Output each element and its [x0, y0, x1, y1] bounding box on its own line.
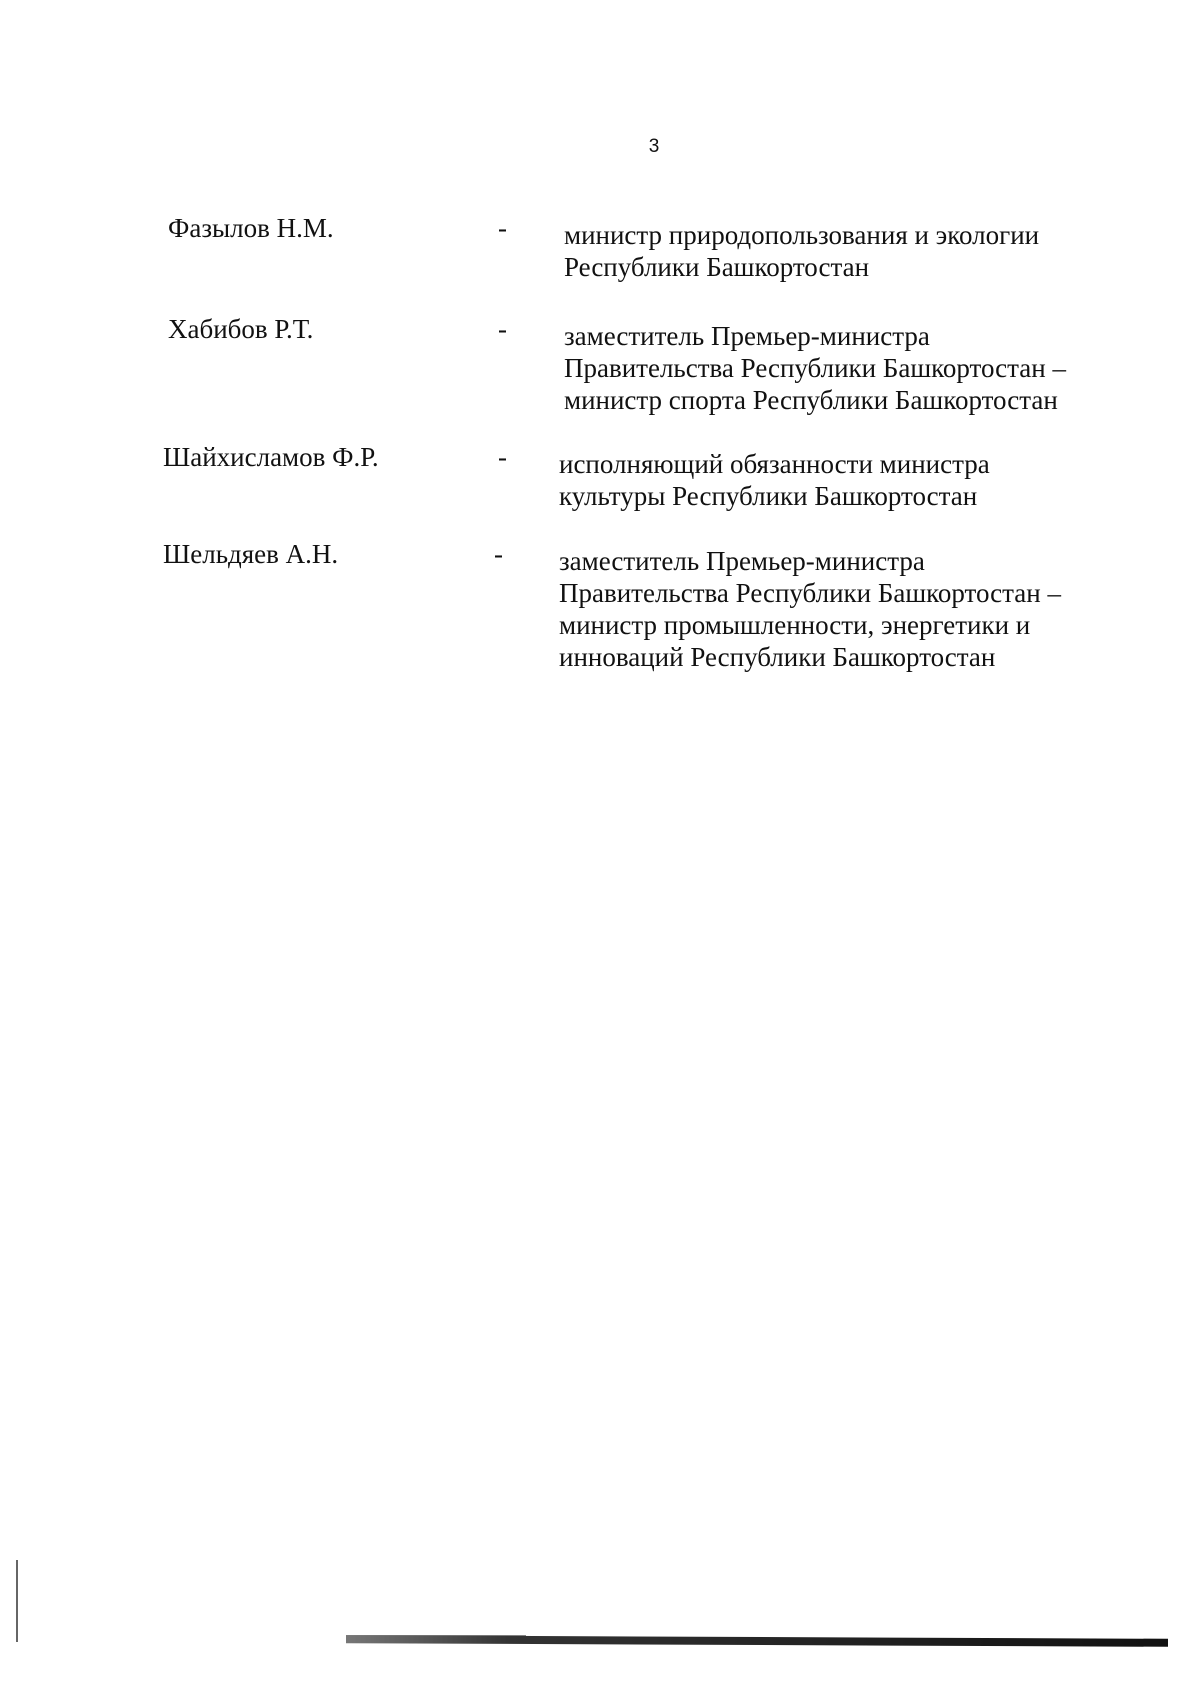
position-line: министр спорта Республики Башкортостан	[564, 385, 1058, 415]
person-name: Шельдяев А.Н.	[163, 539, 339, 569]
position-line: заместитель Премьер-министра	[564, 321, 930, 351]
person-name: Хабибов Р.Т.	[168, 314, 314, 344]
position-line: Правительства Республики Башкортостан –	[564, 353, 1066, 383]
separator-dash: -	[498, 442, 507, 472]
separator-dash: -	[498, 213, 507, 243]
position-line: инноваций Республики Башкортостан	[559, 642, 996, 672]
position-line: Правительства Республики Башкортостан –	[559, 578, 1061, 608]
separator-dash: -	[498, 314, 507, 344]
person-name: Фазылов Н.М.	[168, 213, 334, 243]
position-line: Республики Башкортостан	[564, 252, 870, 282]
position-line: культуры Республики Башкортостан	[559, 481, 978, 511]
position-description	[559, 448, 1159, 512]
scan-artifact-line	[16, 1560, 18, 1642]
position-line: министр промышленности, энергетики и	[559, 610, 1031, 640]
person-name: Шайхисламов Ф.Р.	[163, 442, 379, 472]
position-description	[564, 219, 1164, 283]
position-line: исполняющий обязанности министра	[559, 449, 990, 479]
position-description	[564, 320, 1164, 416]
position-description	[559, 545, 1159, 673]
position-line: заместитель Премьер-министра	[559, 546, 925, 576]
page-number: 3	[648, 136, 660, 157]
footer-rule	[346, 1635, 1168, 1647]
separator-dash: -	[494, 539, 503, 569]
position-line: министр природопользования и экологии	[564, 220, 1040, 250]
